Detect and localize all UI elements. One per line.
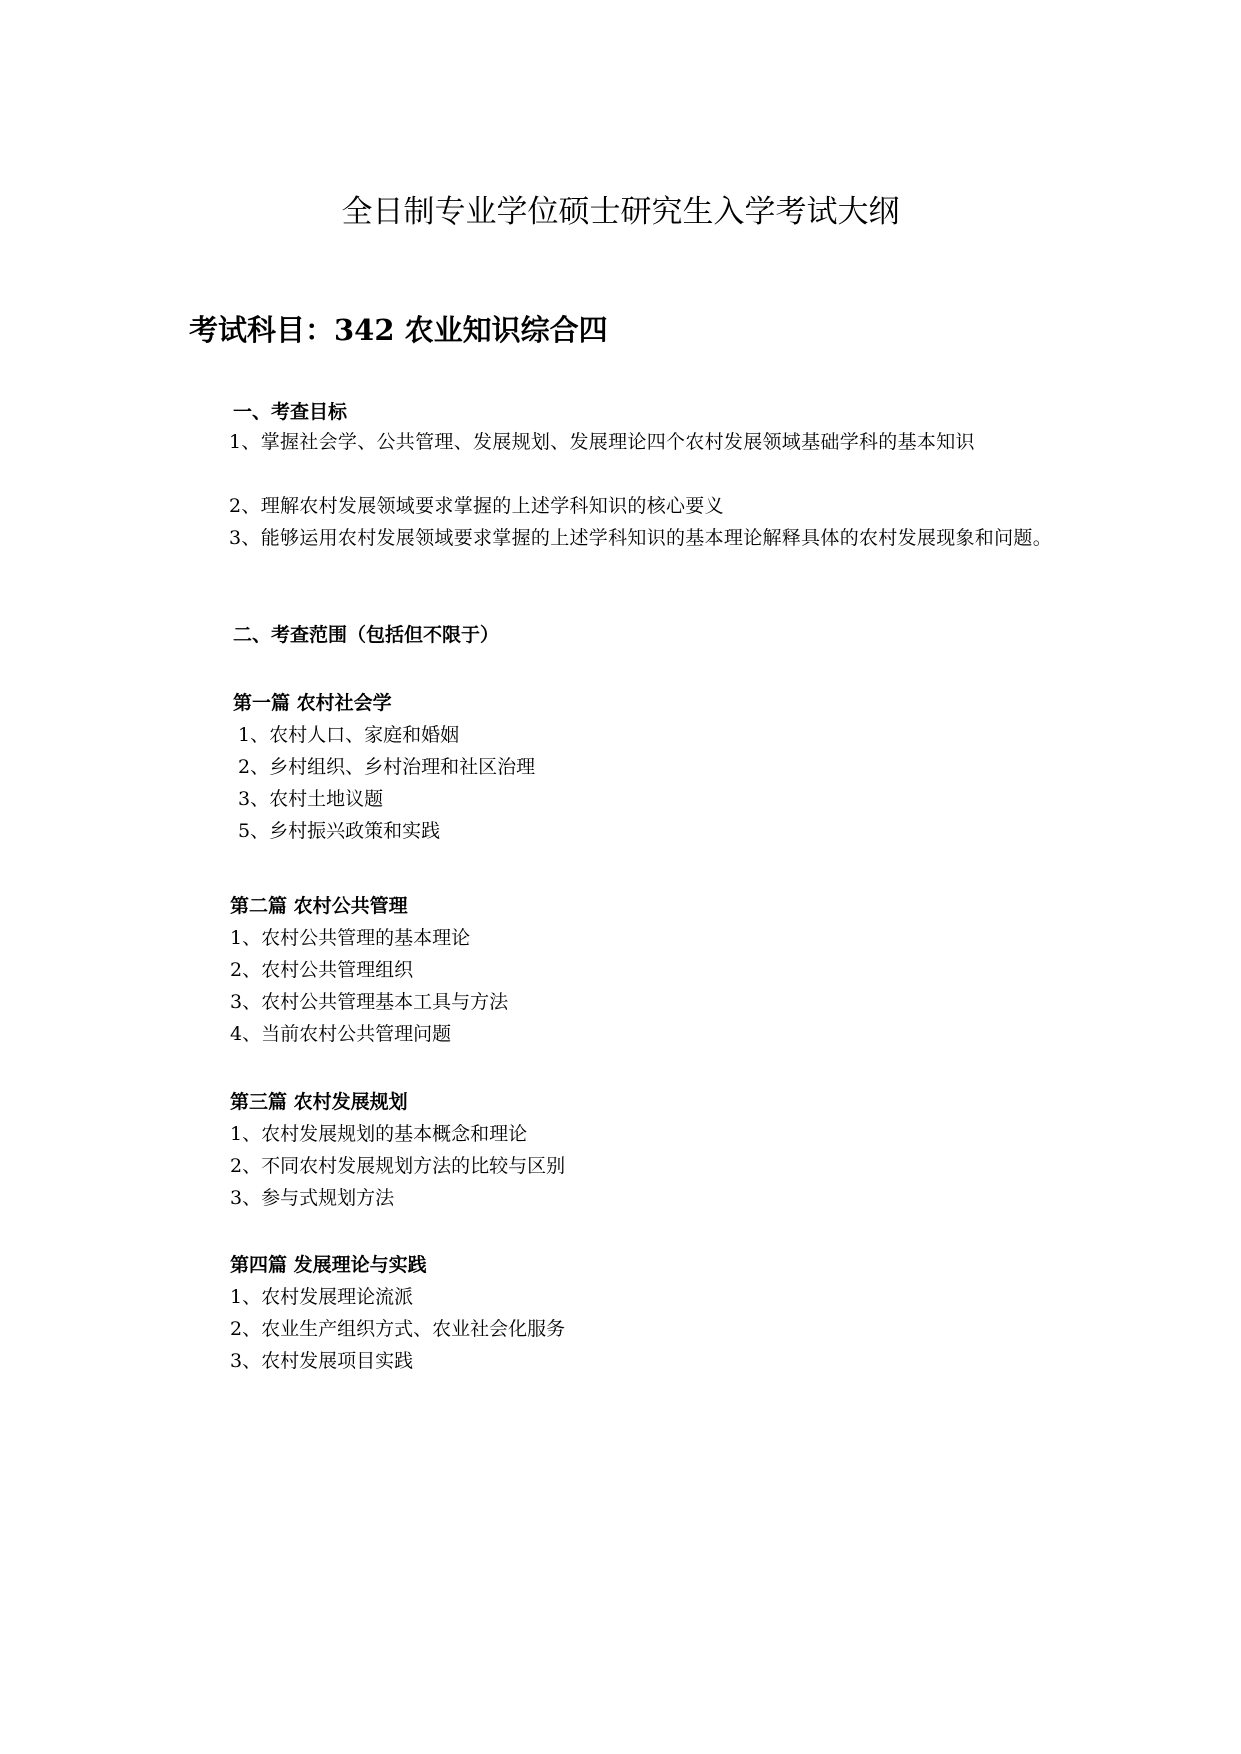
exam-subject-heading: 考试科目：342 农业知识综合四 <box>189 313 608 347</box>
list-item: 3、农村土地议题 <box>238 788 384 810</box>
objective-item-3: 3、能够运用农村发展领域要求掌握的上述学科知识的基本理论解释具体的农村发展现象和问题。 <box>229 527 1052 549</box>
part-title-rural-public-management: 第二篇 农村公共管理 <box>230 895 408 917</box>
part-title-rural-development-planning: 第三篇 农村发展规划 <box>230 1091 408 1113</box>
list-item: 3、参与式规划方法 <box>230 1187 395 1209</box>
document-title: 全日制专业学位硕士研究生入学考试大纲 <box>341 194 900 230</box>
list-item: 1、农村发展规划的基本概念和理论 <box>230 1123 528 1145</box>
section-heading-objectives: 一、考查目标 <box>233 401 348 423</box>
list-item: 2、农村公共管理组织 <box>230 959 414 981</box>
list-item: 2、不同农村发展规划方法的比较与区别 <box>230 1155 566 1177</box>
list-item: 3、农村发展项目实践 <box>230 1350 414 1372</box>
part-title-development-theory-practice: 第四篇 发展理论与实践 <box>230 1254 427 1276</box>
list-item: 1、农村公共管理的基本理论 <box>230 927 471 949</box>
list-item: 4、当前农村公共管理问题 <box>230 1023 452 1045</box>
list-item: 1、农村人口、家庭和婚姻 <box>238 724 460 746</box>
objective-item-2: 2、理解农村发展领域要求掌握的上述学科知识的核心要义 <box>229 495 724 517</box>
list-item: 2、农业生产组织方式、农业社会化服务 <box>230 1318 566 1340</box>
part-title-rural-sociology: 第一篇 农村社会学 <box>233 692 392 714</box>
list-item: 5、乡村振兴政策和实践 <box>238 820 441 842</box>
list-item: 2、乡村组织、乡村治理和社区治理 <box>238 756 536 778</box>
list-item: 3、农村公共管理基本工具与方法 <box>230 991 509 1013</box>
section-heading-scope: 二、考查范围（包括但不限于） <box>233 624 500 646</box>
list-item: 1、农村发展理论流派 <box>230 1286 414 1308</box>
objective-item-1: 1、掌握社会学、公共管理、发展规划、发展理论四个农村发展领域基础学科的基本知识 <box>229 431 975 453</box>
